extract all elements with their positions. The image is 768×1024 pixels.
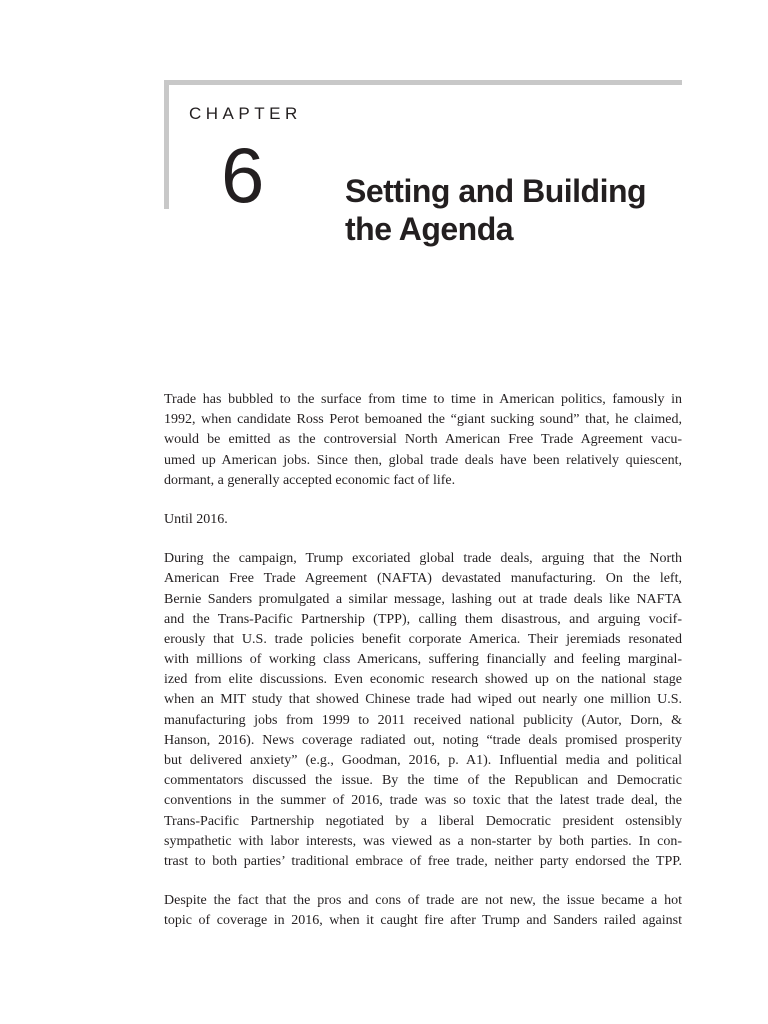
text-line: trast to both parties’ traditional embrace of free trade, neither party endorsed the TPP. bbox=[164, 853, 682, 869]
text-line: conventions in the summer of 2016, trade was so toxic that the latest trade deal, the bbox=[164, 793, 682, 809]
paragraph bbox=[164, 390, 682, 491]
text-line: Trans-Pacific Partnership negotiated by a liberal Democratic president ostensibly bbox=[164, 813, 682, 829]
text-line: umed up American jobs. Since then, global trade deals have been relatively quiescent, bbox=[164, 452, 682, 468]
text-line: and the Trans-Pacific Partnership (TPP), calling them disastrous, and arguing vocif- bbox=[164, 611, 682, 627]
text-line: Trade has bubbled to the surface from time to time in American politics, famously in bbox=[164, 392, 682, 407]
chapter-top-rule bbox=[164, 80, 682, 85]
text-line: ized from elite discussions. Even economic research showed up on the national stage bbox=[164, 672, 682, 688]
text-line: Despite the fact that the pros and cons of trade are not new, the issue became a hot bbox=[164, 893, 682, 909]
text-line: manufacturing jobs from 1999 to 2011 received national publicity (Autor, Dorn, & bbox=[164, 712, 682, 728]
text-line: During the campaign, Trump excoriated global trade deals, arguing that the North bbox=[164, 551, 682, 567]
text-line: erously that U.S. trade policies benefit corporate America. Their jeremiads resonated bbox=[164, 631, 682, 647]
text-line: Bernie Sanders promulgated a similar message, lashing out at trade deals like NAFTA bbox=[164, 591, 682, 607]
paragraph bbox=[164, 549, 682, 872]
chapter-title-line: the Agenda bbox=[345, 211, 514, 247]
text-line: when an MIT study that showed Chinese trade had wiped out nearly one million U.S. bbox=[164, 692, 682, 708]
text-line: topic of coverage in 2016, when it caught fire after Trump and Sanders railed against bbox=[164, 913, 682, 929]
chapter-number: 6 bbox=[221, 131, 265, 219]
text-line: would be emitted as the controversial North American Free Trade Agreement vacu- bbox=[164, 432, 682, 448]
body-text bbox=[164, 390, 682, 951]
text-line: Hanson, 2016). News coverage radiated out, noting “trade deals promised prosperity bbox=[164, 732, 682, 748]
text-line: dormant, a generally accepted economic fact of life. bbox=[164, 472, 456, 488]
chapter-title bbox=[345, 172, 690, 248]
chapter-title-line: Setting and Building bbox=[345, 173, 647, 209]
text-line: Until 2016. bbox=[164, 511, 228, 527]
text-line: but delivered anxiety” (e.g., Goodman, 2016, p. A1). Influential media and political bbox=[164, 753, 682, 768]
chapter-side-rule bbox=[164, 80, 169, 209]
text-line: 1992, when candidate Ross Perot bemoaned the “giant sucking sound” that, he claimed, bbox=[164, 412, 682, 428]
paragraph bbox=[164, 510, 682, 530]
text-line: American Free Trade Agreement (NAFTA) devastated manufacturing. On the left, bbox=[164, 571, 682, 587]
text-line: with millions of working class Americans, suffering financially and feeling marginal- bbox=[164, 652, 682, 668]
text-line: commentators discussed the issue. By the time of the Republican and Democratic bbox=[164, 773, 682, 789]
text-line: sympathetic with labor interests, was viewed as a non-starter by both parties. In con- bbox=[164, 833, 682, 849]
paragraph bbox=[164, 891, 682, 931]
chapter-label: CHAPTER bbox=[189, 104, 302, 123]
